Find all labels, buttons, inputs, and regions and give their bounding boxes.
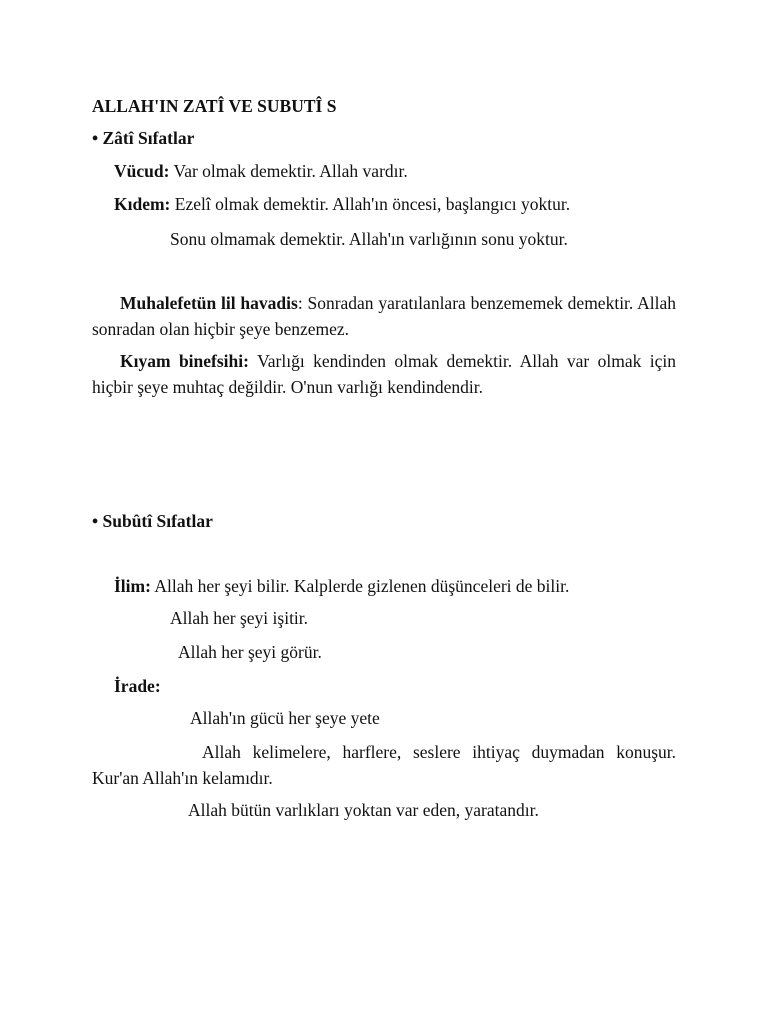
paragraph-muhalefet (92, 290, 676, 342)
term-muhalefet: Muhalefetün lil havadis (120, 293, 298, 313)
paragraph-kidem (114, 193, 570, 215)
text-kudret: Allah'ın gücü her şeye yete (190, 708, 380, 728)
paragraph-ilim (114, 575, 569, 597)
paragraph-vucud (114, 160, 408, 182)
section-heading-subuti (92, 510, 213, 532)
text-kidem: Ezelî olmak demektir. Allah'ın öncesi, başlangıcı yoktur. (170, 194, 571, 214)
text-kiyam: Varlığı kendinden olmak demektir. Allah var olmak için hiçbir şeye muhtaç değildir. O'nun varlığı kendindendir. (92, 351, 676, 397)
paragraph-kelam (92, 739, 676, 791)
section-heading-zati (92, 127, 194, 149)
paragraph-kudret (190, 707, 380, 729)
paragraph-beka (170, 228, 568, 250)
text-tekvin: Allah bütün varlıkları yoktan var eden, yaratandır. (188, 800, 539, 820)
paragraph-irade (114, 675, 161, 697)
term-kiyam: Kıyam binefsihi: (120, 351, 249, 371)
term-irade: İrade: (114, 676, 161, 696)
section-heading-zati-text: • Zâtî Sıfatlar (92, 128, 195, 148)
document-title (92, 95, 336, 117)
text-ilim: Allah her şeyi bilir. Kalplerde gizlenen düşünceleri de bilir. (150, 576, 570, 596)
text-beka: Sonu olmamak demektir. Allah'ın varlığının sonu yoktur. (170, 229, 568, 249)
text-kelam: Allah kelimelere, harflere, seslere ihtiyaç duymadan konuşur. Kur'an Allah'ın kelamıdır. (92, 742, 676, 788)
paragraph-semi (170, 607, 308, 629)
paragraph-basar (178, 641, 322, 663)
paragraph-kiyam (92, 348, 676, 400)
text-semi: Allah her şeyi işitir. (170, 608, 309, 628)
text-basar: Allah her şeyi görür. (178, 642, 322, 662)
term-ilim: İlim: (114, 576, 151, 596)
term-vucud: Vücud: (114, 161, 170, 181)
document-title-text: ALLAH'IN ZATÎ VE SUBUTÎ S (92, 96, 337, 116)
section-heading-subuti-text: • Subûtî Sıfatlar (92, 511, 213, 531)
term-kidem: Kıdem: (114, 194, 171, 214)
text-vucud: Var olmak demektir. Allah vardır. (169, 161, 408, 181)
paragraph-tekvin (188, 799, 539, 821)
text-muhalefet: : Sonradan yaratılanlara benzememek demektir. Allah sonradan olan hiçbir şeye benzemez. (92, 293, 676, 339)
